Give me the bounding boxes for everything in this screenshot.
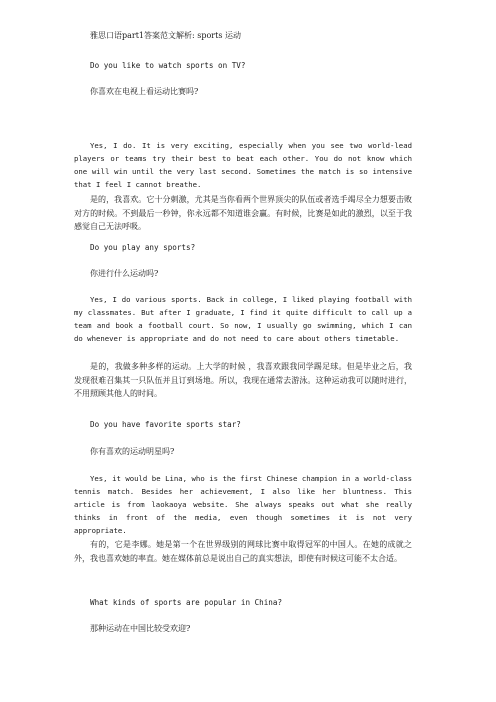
question-cn: 你有喜欢的运动明星吗?	[90, 447, 175, 456]
question-en: What kinds of sports are popular in China?	[90, 598, 283, 607]
question-en: Do you play any sports?	[90, 243, 196, 252]
question-en: Do you have favorite sports star?	[90, 420, 241, 429]
answer-en: Yes, it would be Lina, who is the first Chinese champion in a world-class tennis match. Besides her achievement, I also like her bluntness. This article is from laokaoya website. She always speaks out what she really thinks in front of the media, even though sometimes it is not very appropriate.	[74, 474, 412, 535]
question-en: Do you like to watch sports on TV?	[90, 61, 246, 70]
page-title: 雅思口语part1答案范文解析: sports 运动	[90, 31, 241, 40]
answer-en: Yes, I do various sports. Back in college, I liked playing football with my classmates. But after I graduate, I find it quite difficult to call up a team and book a football court. So now, I usually go swimming, which I can do whenever is appropriate and do not need to care about others timetable.	[74, 295, 412, 343]
answer-cn: 是的，我喜欢。它十分刺激，尤其是当你看两个世界顶尖的队伍或者选手竭尽全力想要击败对方的时候。不到最后一秒钟，你永远都不知道谁会赢。有时候，比赛是如此的激烈，以至于我感觉自己无法呼吸。	[74, 195, 412, 231]
answer-cn: 有的，它是李娜。她是第一个在世界级别的网球比赛中取得冠军的中国人。在她的成就之外，我也喜欢她的率直。她在媒体前总是说出自己的真实想法，即使有时候这可能不太合适。	[74, 540, 412, 563]
question-cn: 那种运动在中国比较受欢迎?	[90, 624, 191, 633]
answer-cn: 是的，我做多种多样的运动。上大学的时候 ，我喜欢跟我同学踢足球。但是毕业之后，我发现很难召集其一只队伍并且订到场地。所以，我现在通常去游泳。这种运动我可以随时进行，不用照顾其他人的时间。	[74, 362, 412, 398]
question-cn: 你进行什么运动吗?	[90, 269, 159, 278]
question-cn: 你喜欢在电视上看运动比赛吗?	[90, 87, 199, 96]
answer-en: Yes, I do. It is very exciting, especially when you see two world-lead players or teams try their best to beat each other. You do not know which one will win until the very last second. Sometimes the match is so intensive that I feel I cannot breathe.	[74, 141, 412, 189]
